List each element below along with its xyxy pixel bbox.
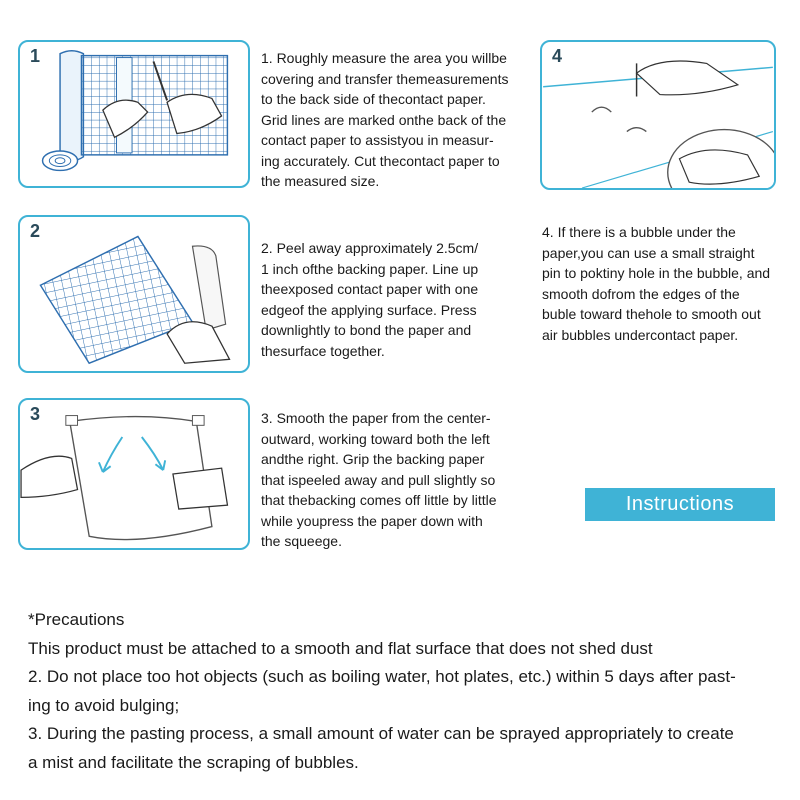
step-4-illustration xyxy=(540,40,776,190)
step-3-illustration xyxy=(18,398,250,550)
instructions-badge: Instructions xyxy=(585,488,775,521)
roll-measure-illustration xyxy=(20,42,248,186)
peel-backing-illustration xyxy=(20,217,248,371)
precautions-heading: *Precautions xyxy=(28,610,125,629)
step-1-illustration xyxy=(18,40,250,188)
pin-bubble-illustration xyxy=(542,42,774,188)
step-2-text: 2. Peel away approximately 2.5cm/ 1 inch ofthe backing paper. Line up theexposed contact paper with one edgeof the applying surface. Press downlightly to bond the paper and thesurface together. xyxy=(261,240,479,359)
precautions-section xyxy=(28,606,788,777)
step-4-text: 4. If there is a bubble under the paper,you can use a small straight pin to poktiny hole in the bubble, and smooth dofrom the edges of the buble toward thehole to smooth out air bubbles undercontact paper. xyxy=(542,224,771,343)
smooth-squeegee-illustration xyxy=(20,400,248,548)
precaution-line-1: This product must be attached to a smooth and flat surface that does not shed dust xyxy=(28,638,653,658)
step-4-number: 4 xyxy=(552,46,563,66)
step-2-illustration xyxy=(18,215,250,373)
step-3-text: 3. Smooth the paper from the center- outward, working toward both the left andthe right. Grip the backing paper that ispeeled away and pull slightly so that thebacking comes off little by little while youpress the paper down with the squeege. xyxy=(261,410,497,549)
step-2-number: 2 xyxy=(30,221,41,241)
step-1-number: 1 xyxy=(30,46,41,66)
step-1-text: 1. Roughly measure the area you willbe covering and transfer themeasurements to the back side of thecontact paper. Grid lines are marked onthe back of the contact paper to assistyou in measur- ing accurately. Cut thecontact paper to the measured size. xyxy=(261,50,509,189)
precaution-line-3: 3. During the pasting process, a small amount of water can be sprayed appropriately to create a mist and facilitate the scraping of bubbles. xyxy=(28,724,734,772)
step-3-number: 3 xyxy=(30,404,41,424)
precaution-line-2: 2. Do not place too hot objects (such as boiling water, hot plates, etc.) within 5 days after past- ing to avoid bulging; xyxy=(28,667,736,715)
